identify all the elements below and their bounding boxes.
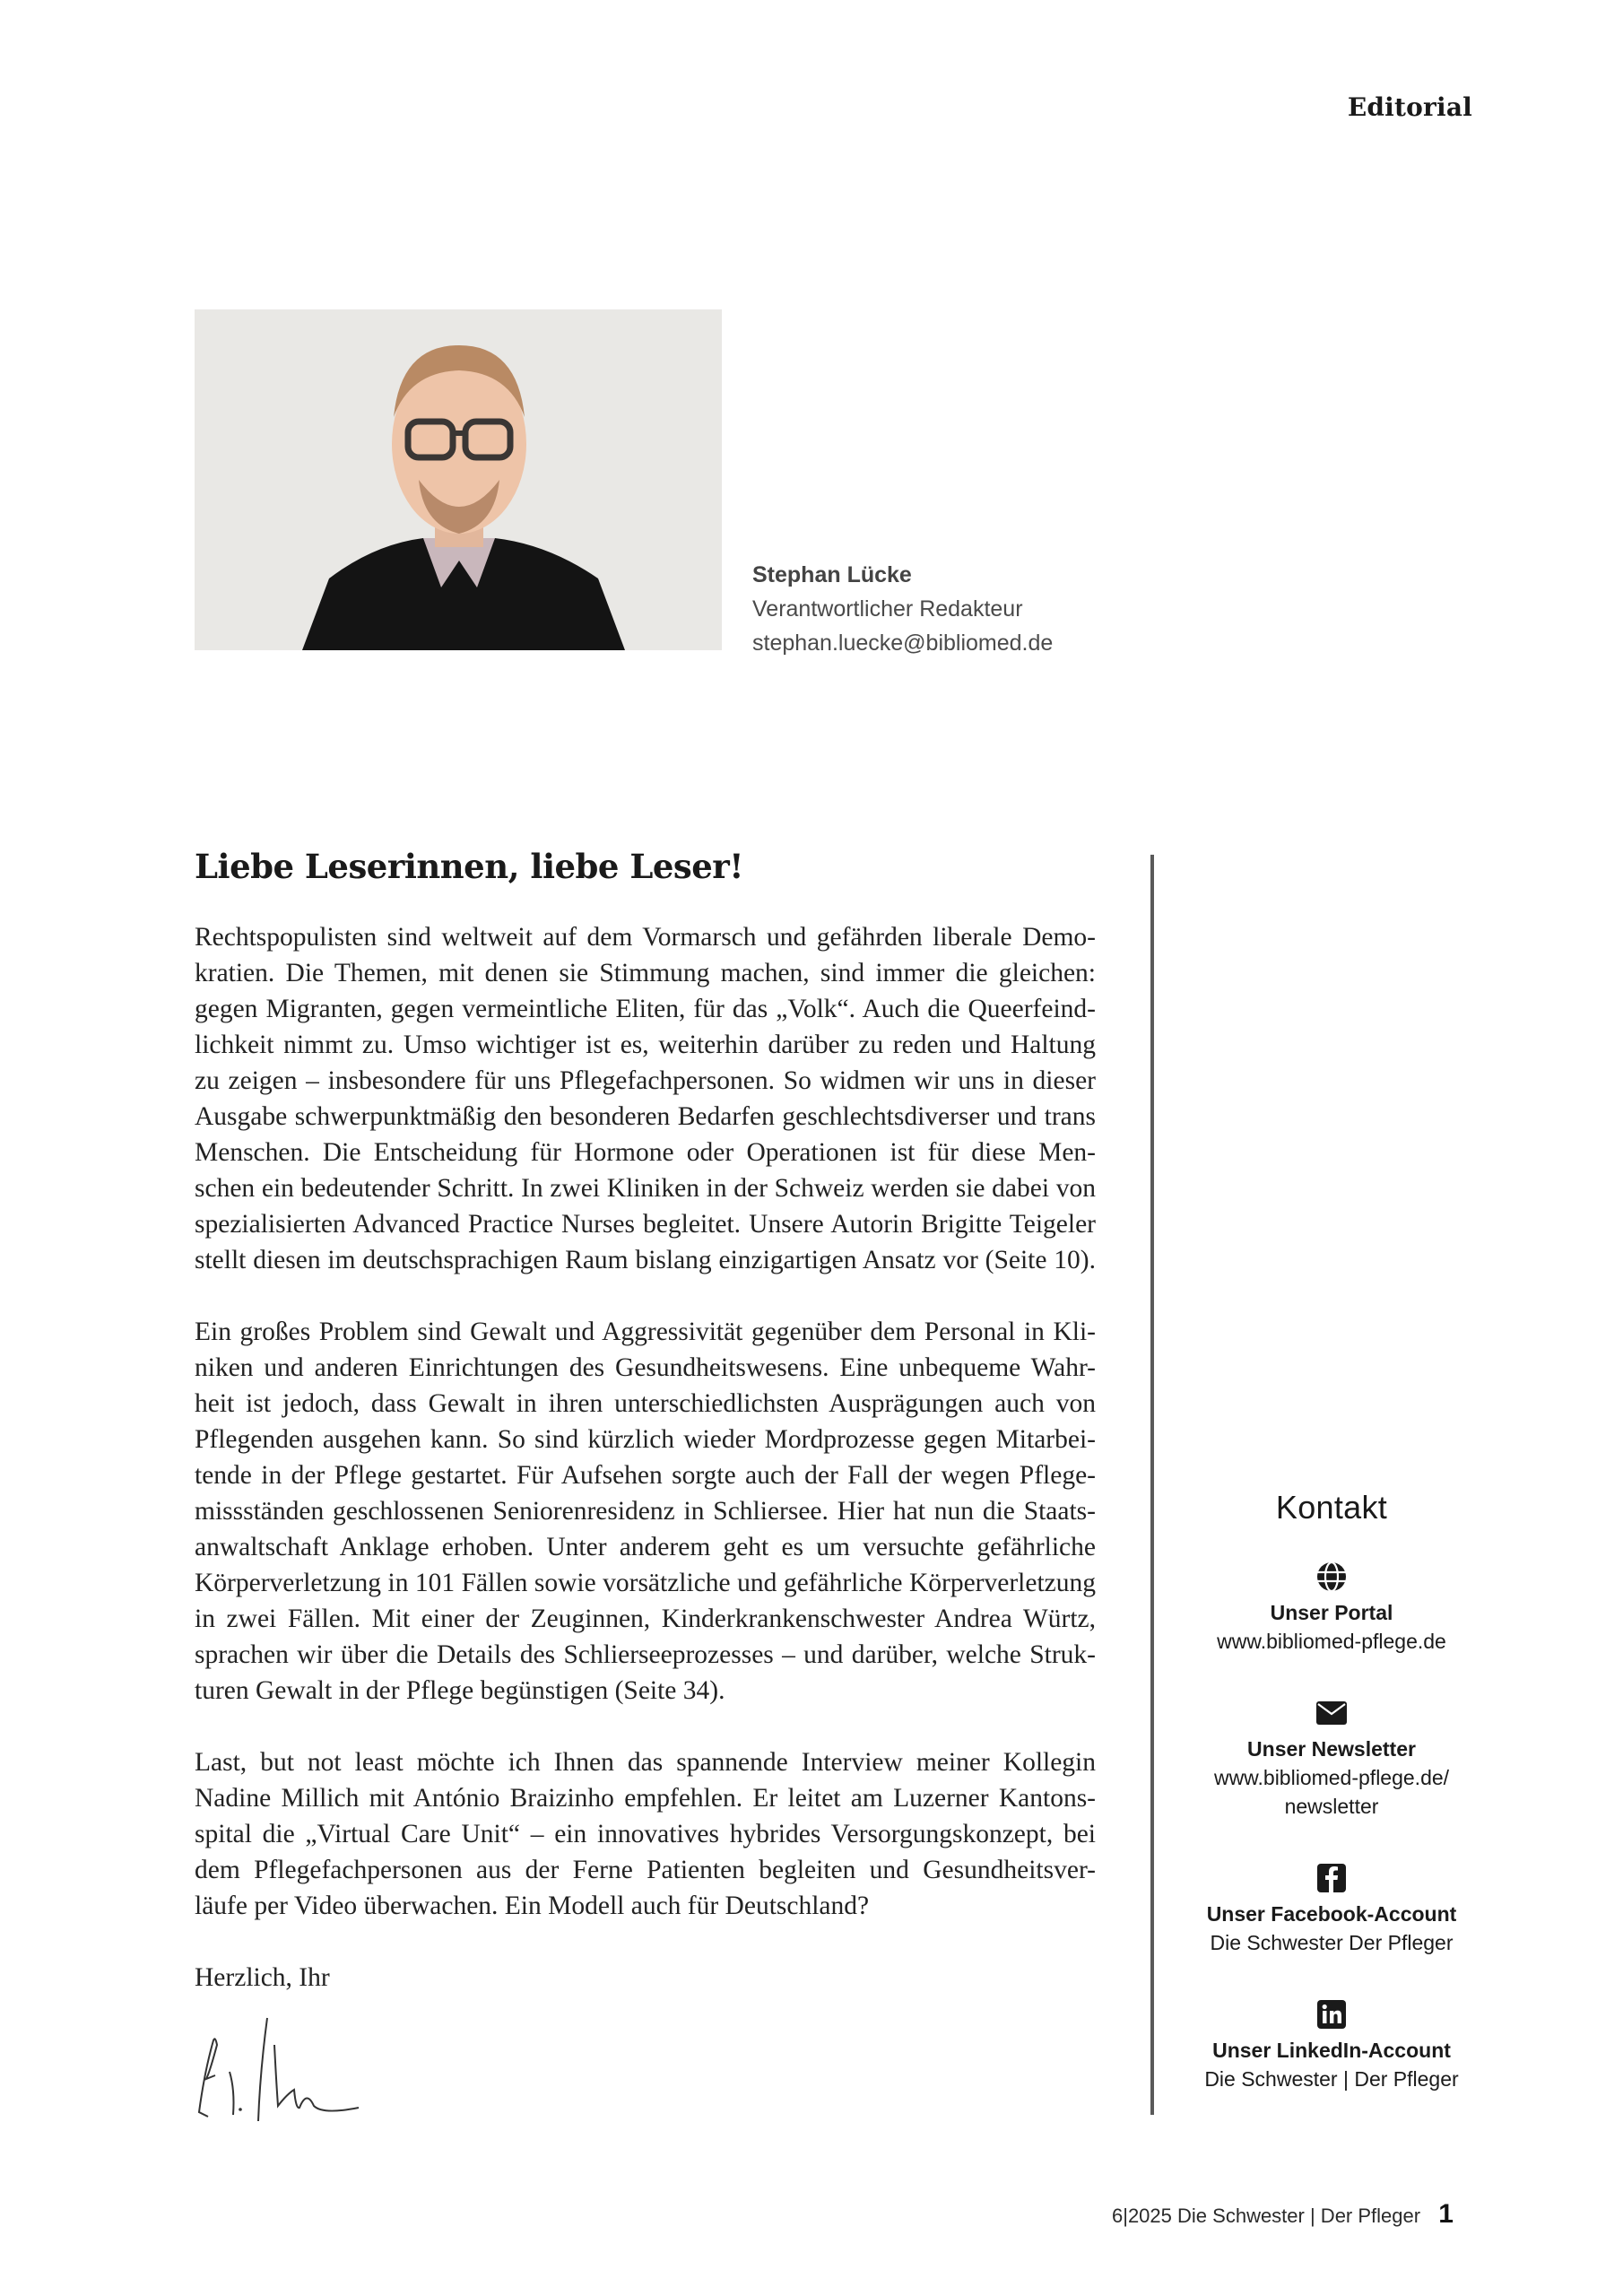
contact-item-linkedin[interactable] [1166, 1998, 1497, 2093]
text-line: Körperverletzung in 101 Fällen sowie vorsätzliche und gefährliche Körperverletzung [195, 1569, 1096, 1597]
text-line: kratien. Die Themen, mit denen sie Stimmung machen, sind immer die gleichen: [195, 959, 1096, 987]
paragraph-3 [195, 1744, 1096, 1924]
facebook-icon [1315, 1862, 1348, 1894]
signature [188, 2009, 448, 2135]
contact-link[interactable]: Die Schwester | Der Pfleger [1204, 2067, 1459, 2091]
contact-box [1166, 1489, 1497, 2135]
issue-number: 6|2025 [1112, 2205, 1172, 2227]
signature-scribble [188, 2009, 448, 2135]
text-line: turen Gewalt in der Pflege begünstigen (Seite 34). [195, 1676, 725, 1705]
paragraph-1 [195, 919, 1096, 1278]
text-line: niken und anderen Einrichtungen des Gesundheitswesens. Eine unbequeme Wahr- [195, 1353, 1096, 1382]
publication-name: Die Schwester | Der Pfleger [1177, 2205, 1421, 2227]
text-line: läufe per Video überwachen. Ein Modell auch für Deutschland? [195, 1892, 870, 1920]
author-photo [195, 309, 722, 650]
page-footer [1112, 2199, 1454, 2230]
contact-item-newsletter[interactable] [1166, 1697, 1497, 1821]
closing-text: Herzlich, Ihr [195, 1963, 330, 1992]
author-caption [752, 558, 1053, 660]
section-label: Editorial [1347, 92, 1472, 122]
text-line: gegen Migranten, gegen vermeintliche Eliten, für das „Volk“. Auch die Queerfeind- [195, 995, 1096, 1023]
text-line: heit ist jedoch, dass Gewalt in ihren unterschiedlichsten Ausprägungen auch von [195, 1389, 1096, 1418]
contact-label: Unser Newsletter [1247, 1737, 1416, 1761]
paragraph-2 [195, 1314, 1096, 1709]
closing-line [195, 1960, 1096, 1996]
column-divider [1150, 855, 1154, 2115]
page-number: 1 [1438, 2199, 1454, 2229]
text-line: tende in der Pflege gestartet. Für Aufsehen sorgte auch der Fall der wegen Pflege- [195, 1461, 1096, 1490]
text-line: Rechtspopulisten sind weltweit auf dem Vormarsch und gefährden liberale Demo- [195, 923, 1096, 952]
editorial-body [195, 919, 1096, 2031]
text-line: zu zeigen – insbesondere für uns Pflegefachpersonen. So widmen wir uns in dieser [195, 1066, 1096, 1095]
contact-title: Kontakt [1275, 1489, 1388, 1526]
text-line: Last, but not least möchte ich Ihnen das spannende Interview meiner Kollegin [195, 1748, 1096, 1777]
contact-label: Unser Portal [1270, 1601, 1393, 1624]
contact-link[interactable]: www.bibliomed-pflege.de/ [1213, 1766, 1450, 1789]
contact-link[interactable]: Die Schwester Der Pfleger [1210, 1931, 1454, 1954]
contact-label: Unser LinkedIn-Account [1212, 2039, 1451, 2062]
contact-item-portal[interactable] [1166, 1561, 1497, 1656]
contact-link[interactable]: newsletter [1284, 1795, 1379, 1818]
text-line: lichkeit nimmt zu. Umso wichtiger ist es, weiterhin darüber zu reden und Haltung [195, 1031, 1096, 1059]
text-line: Ein großes Problem sind Gewalt und Aggressivität gegenüber dem Personal in Kli- [195, 1318, 1096, 1346]
text-line: sprachen wir über die Details des Schlierseeprozesses – und darüber, welche Struk- [195, 1640, 1096, 1669]
editorial-headline: Liebe Leserinnen, liebe Leser! [195, 847, 743, 886]
author-name: Stephan Lücke [752, 562, 912, 587]
globe-icon [1315, 1561, 1348, 1593]
text-line: missständen geschlossenen Seniorenresidenz in Schliersee. Hier hat nun die Staats- [195, 1497, 1096, 1526]
envelope-icon [1315, 1697, 1348, 1729]
text-line: Ausgabe schwerpunktmäßig den besonderen Bedarfen geschlechtsdiverser und trans [195, 1102, 1096, 1131]
text-line: Pflegenden ausgehen kann. So sind kürzlich wieder Mordprozesse gegen Mitarbei- [195, 1425, 1096, 1454]
contact-item-facebook[interactable] [1166, 1862, 1497, 1957]
text-line: spital die „Virtual Care Unit“ – ein innovatives hybrides Versorgungskonzept, bei [195, 1820, 1096, 1848]
text-line: dem Pflegefachpersonen aus der Ferne Patienten begleiten und Gesundheitsver- [195, 1856, 1096, 1884]
text-line: schen ein bedeutender Schritt. In zwei Kliniken in der Schweiz werden sie dabei von [195, 1174, 1096, 1203]
portrait-illustration [195, 309, 722, 650]
text-line: anwaltschaft Anklage erhoben. Unter anderem geht es um versuchte gefährliche [195, 1533, 1096, 1561]
contact-label: Unser Facebook-Account [1206, 1902, 1457, 1926]
text-line: stellt diesen im deutschsprachigen Raum bislang einzigartigen Ansatz vor (Seite 10). [195, 1246, 1096, 1274]
author-role: Verantwortlicher Redakteur [752, 596, 1023, 622]
text-line: in zwei Fällen. Mit einer der Zeuginnen, Kinderkrankenschwester Andrea Würtz, [195, 1605, 1096, 1633]
text-line: Nadine Millich mit António Braizinho empfehlen. Er leitet am Luzerner Kantons- [195, 1784, 1096, 1813]
author-email[interactable]: stephan.luecke@bibliomed.de [752, 631, 1054, 656]
text-line: spezialisierten Advanced Practice Nurses begleitet. Unsere Autorin Brigitte Teigeler [195, 1210, 1096, 1239]
contact-link[interactable]: www.bibliomed-pflege.de [1217, 1630, 1446, 1653]
linkedin-icon [1315, 1998, 1348, 2031]
text-line: Menschen. Die Entscheidung für Hormone oder Operationen ist für diese Men- [195, 1138, 1096, 1167]
